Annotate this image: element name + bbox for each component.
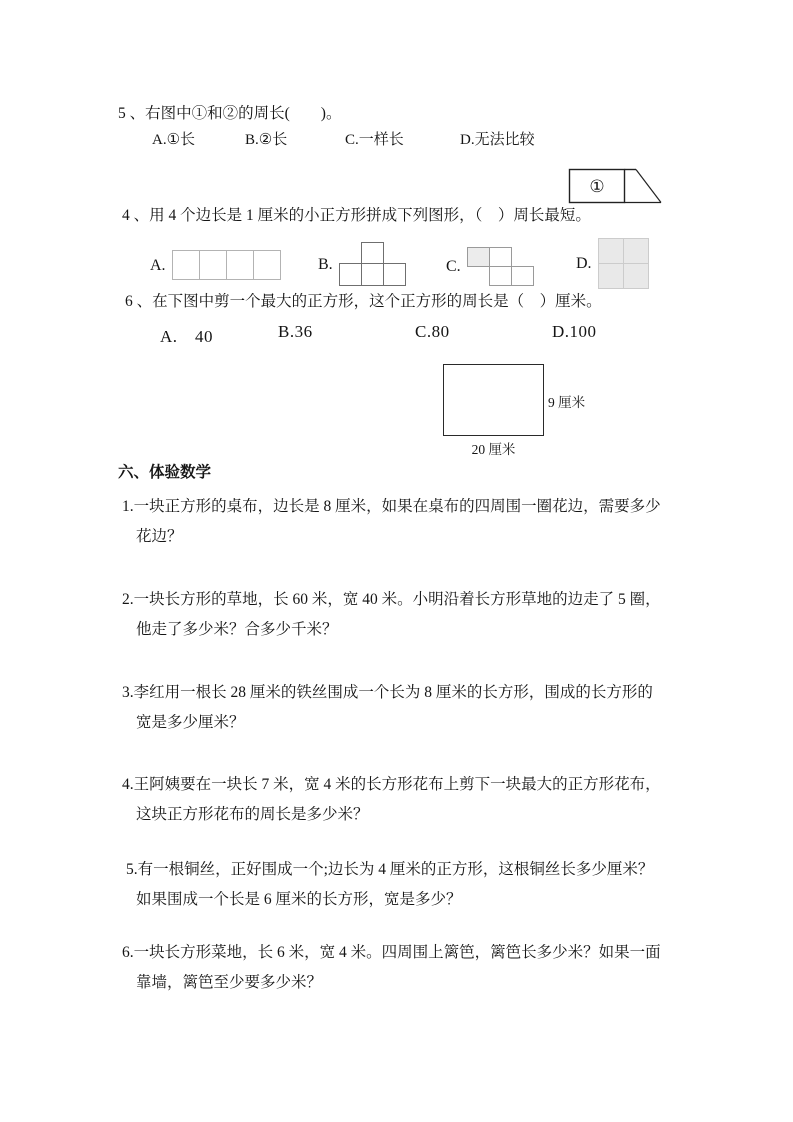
problem-4-line-1: 4.王阿姨要在一块长 7 米，宽 4 米的长方形花布上剪下一块最大的正方形花布， — [122, 776, 661, 793]
question4-text: 4 、用 4 个边长是 1 厘米的小正方形拼成下列图形，（ ）周长最短。 — [122, 207, 591, 224]
problem-3-line-1: 3.李红用一根长 28 厘米的铁丝围成一个长为 8 厘米的长方形，围成的长方形的 — [122, 684, 653, 701]
question5-option-b: B.②长 — [245, 132, 288, 148]
problem-5-line-2: 如果围成一个长是 6 厘米的长方形，宽是多少？ — [136, 891, 462, 908]
question6-option-d: D.100 — [552, 322, 597, 341]
question6-option-a: A. 40 — [160, 327, 214, 346]
question5-option-c: C.一样长 — [345, 132, 404, 148]
rectangle-figure — [443, 364, 544, 436]
problem-1-line-2: 花边？ — [136, 528, 183, 545]
option-c-label: C. — [446, 258, 461, 275]
option-a-label: A. — [150, 256, 166, 274]
section-heading: 六、体验数学 — [118, 464, 212, 481]
problem-3-line-2: 宽是多少厘米？ — [136, 714, 245, 731]
question5-option-a: A.①长 — [152, 132, 196, 148]
question4-option-b — [318, 242, 407, 287]
question4-option-c — [446, 247, 535, 287]
t-tetromino-shape — [339, 242, 407, 287]
problem-6-line-1: 6.一块长方形菜地，长 6 米，宽 4 米。四周围上篱笆，篱笆长多少米？如果一面 — [122, 944, 661, 961]
problem-5-line-1: 5.有一根铜丝，正好围成一个;边长为 4 厘米的正方形，这根铜丝长多少厘米？ — [126, 861, 654, 878]
question6-option-b: B.36 — [278, 322, 313, 341]
region-1-label: ① — [589, 177, 605, 196]
option-d-label: D. — [576, 255, 592, 272]
question4-option-d — [576, 238, 650, 290]
region-comparison-figure — [568, 164, 663, 207]
question6-text: 6 、在下图中剪一个最大的正方形，这个正方形的周长是（ ）厘米。 — [125, 293, 602, 310]
option-b-label: B. — [318, 255, 333, 273]
problem-4-line-2: 这块正方形花布的周长是多少米？ — [136, 806, 369, 823]
question5-text: 5 、右图中①和②的周长( )。 — [118, 105, 342, 122]
rectangle-width-label: 20 厘米 — [471, 442, 516, 457]
two-by-two-square-shape — [598, 238, 650, 290]
rectangle-height-label: 9 厘米 — [548, 395, 586, 410]
question6-option-c: C.80 — [415, 322, 450, 341]
row-of-four-squares-shape — [172, 250, 282, 281]
question5-option-d: D.无法比较 — [460, 132, 535, 148]
z-tetromino-shape — [467, 247, 535, 287]
problem-2-line-1: 2.一块长方形的草地，长 60 米，宽 40 米。小明沿着长方形草地的边走了 5 圈， — [122, 591, 661, 608]
problem-2-line-2: 他走了多少米？合多少千米？ — [136, 621, 338, 638]
problem-1-line-1: 1.一块正方形的桌布，边长是 8 厘米，如果在桌布的四周围一圈花边，需要多少 — [122, 498, 661, 515]
problem-6-line-2: 靠墙，篱笆至少要多少米？ — [136, 974, 323, 991]
question4-option-a — [150, 250, 282, 281]
